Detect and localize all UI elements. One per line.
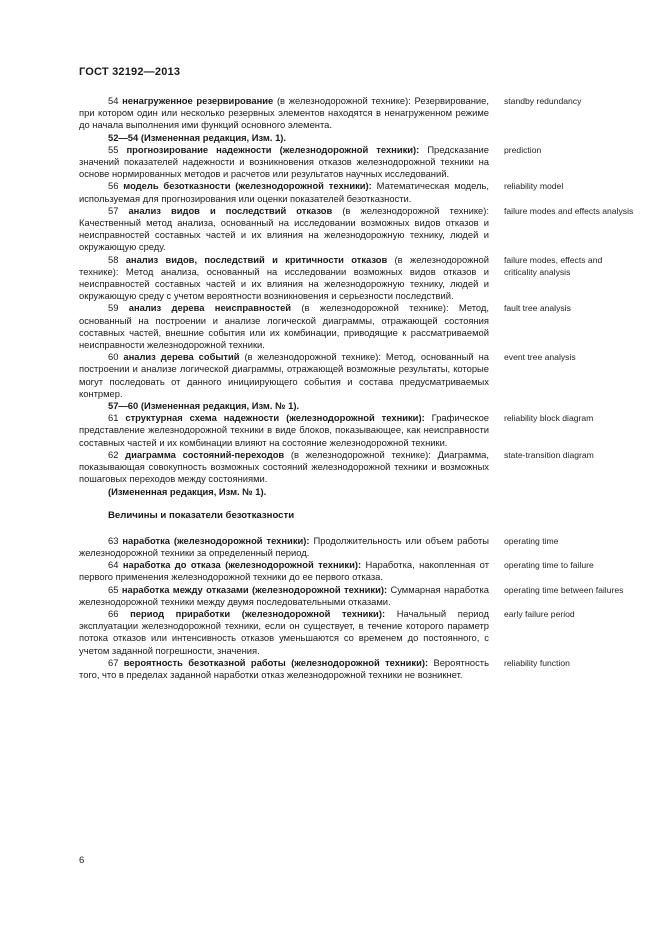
term-entry	[79, 254, 649, 303]
term-text: (в железнодорожной технике): Качественный метод анализа, основанный на исследовании возможных видов отказов и неисправностей составных частей и их влияния на железнодорожную технику, людей и окружающую среду.	[79, 204, 489, 253]
term-definition-ru	[79, 302, 489, 351]
term-text: (в железнодорожной технике): Метод, основанный на построении и анализе логической диаграммы, отражающей возможные результаты, которые могут последовать от данного инициирующего события и состава предусматриваемых контрмер.	[79, 351, 489, 399]
term-name: наработка (железнодорожной техники):	[122, 534, 310, 546]
term-english: event tree analysis	[504, 352, 576, 363]
term-definition-ru	[79, 535, 489, 559]
term-definition-ru	[79, 657, 489, 681]
term-english: prediction	[504, 144, 542, 155]
term-number: 59	[108, 302, 129, 314]
term-group	[79, 535, 649, 681]
term-english: operating time between failures	[504, 584, 624, 595]
amendment-note: 52—54 (Измененная редакция, Изм. 1).	[108, 131, 287, 143]
term-text: (в железнодорожной технике): Диаграмма, показывающая совокупность возможных состояний железнодорожной техники и возможных пошаговых переходов между состояниями.	[79, 448, 489, 485]
term-number: 57	[108, 204, 129, 216]
term-definition-ru	[79, 180, 489, 204]
term-text: Предсказание значений показателей надежности и возникновения отказов железнодорожной техники на основе нормированных методов и расчетов или результатов научных исследований.	[79, 143, 489, 180]
term-entry	[79, 535, 649, 559]
term-number: 66	[108, 607, 131, 619]
term-name: анализ видов и последствий отказов	[128, 204, 333, 216]
term-number: 67	[108, 656, 124, 668]
term-definition-ru	[79, 584, 489, 608]
term-english: reliability model	[504, 181, 564, 192]
term-name: вероятность безотказной работы (железнодорожной техники):	[123, 656, 429, 668]
term-english: reliability function	[504, 657, 570, 668]
term-english: operating time	[504, 535, 559, 546]
term-definition-ru	[79, 144, 489, 181]
term-entry	[79, 559, 649, 583]
term-text: Наработка, накопленная от первого применения железнодорожной техники до ее первого отказа.	[79, 559, 489, 583]
term-definition-ru	[79, 412, 489, 449]
term-number: 63	[108, 534, 123, 546]
term-definition-ru	[79, 95, 489, 132]
term-number: 54	[108, 95, 123, 106]
term-name: анализ видов, последствий и критичности отказов	[125, 253, 388, 265]
term-group	[79, 95, 649, 132]
term-text: Суммарная наработка железнодорожной техники между двумя последовательными отказами.	[79, 583, 489, 607]
term-number: 65	[108, 583, 122, 595]
term-group	[79, 412, 649, 485]
term-english: state-transition diagram	[504, 449, 594, 460]
term-name: анализ дерева событий	[123, 351, 240, 363]
term-text: Начальный период эксплуатации железнодорожной техники, если он существует, в течение которого параметр потока отказов или интенсивность отказов уменьшаются со временем до постоянного, с учетом заданной погрешности, значения.	[79, 607, 489, 656]
term-name: диаграмма состояний-переходов	[125, 448, 285, 460]
term-english: standby redundancy	[504, 96, 582, 106]
term-text: (в железнодорожной технике): Резервирование, при котором один или несколько резервных элементов находятся в ненагруженном режиме до начала выполнения ими функций основного элемента.	[79, 95, 489, 131]
document-body	[79, 95, 649, 681]
term-text: Математическая модель, используемая для прогнозирования или оценки показателей безотказности.	[79, 180, 489, 204]
term-english: operating time to failure	[504, 560, 594, 571]
term-name: наработка до отказа (железнодорожной техники):	[122, 559, 362, 571]
term-number: 60	[108, 351, 124, 363]
term-english: fault tree analysis	[504, 303, 571, 314]
term-definition-ru	[79, 449, 489, 486]
term-entry	[79, 302, 649, 351]
term-entry	[79, 180, 649, 204]
term-entry	[79, 657, 649, 681]
page-number: 6	[79, 855, 85, 866]
term-entry	[79, 412, 649, 449]
term-name: период приработки (железнодорожной техники):	[130, 607, 386, 619]
term-text: (в железнодорожной технике): Метод анализа, основанный на исследовании возможных видов отказов и неисправностей составных частей и их влияния на железнодорожную технику, людей и окружающую среду с учетом вероятности возникновения и серьезности последствий.	[79, 253, 489, 302]
section-heading: Величины и показатели безотказности	[108, 509, 295, 521]
term-number: 56	[108, 180, 124, 192]
term-group	[79, 144, 649, 400]
term-entry	[79, 95, 649, 132]
term-name: прогнозирование надежности (железнодорожной техники):	[126, 143, 420, 155]
term-number: 64	[108, 559, 123, 571]
term-number: 61	[108, 412, 126, 424]
term-english: reliability block diagram	[504, 413, 594, 424]
term-entry	[79, 584, 649, 608]
term-text: Вероятность того, что в пределах заданной наработки отказ железнодорожной техники не возникнет.	[79, 656, 489, 680]
term-entry	[79, 351, 649, 400]
term-text: (в железнодорожной технике): Метод, основанный на построении и анализе логической диаграммы, отражающей состояния составных частей, внешние события или их комбинации, приводящие к рассматриваемой неисправности железнодорожной техники.	[79, 302, 489, 351]
amendment-note: 57—60 (Измененная редакция, Изм. № 1).	[108, 400, 300, 412]
term-name: наработка между отказами (железнодорожной техники):	[121, 583, 388, 595]
term-name: структурная схема надежности (железнодорожной техники):	[125, 412, 425, 424]
term-number: 55	[108, 143, 127, 155]
term-text: Графическое представление железнодорожной техники в виде блоков, показывающее, как неисправности составных частей и их комбинации влияют на состояние железнодорожной техники.	[79, 412, 489, 448]
document-header: ГОСТ 32192—2013	[79, 66, 181, 78]
term-entry	[79, 608, 649, 657]
term-entry	[79, 449, 649, 486]
term-name: модель безотказности (железнодорожной техники):	[123, 180, 372, 192]
term-english: failure modes, effects and criticality analysis	[504, 254, 603, 277]
term-definition-ru	[79, 254, 489, 303]
term-definition-ru	[79, 559, 489, 583]
term-definition-ru	[79, 351, 489, 400]
term-number: 62	[108, 448, 126, 460]
term-english: early failure period	[504, 608, 575, 619]
amendment-note: (Измененная редакция, Изм. № 1).	[108, 485, 267, 497]
term-name: анализ дерева неисправностей	[128, 302, 292, 314]
term-entry	[79, 205, 649, 254]
term-text: Продолжительность или объем работы железнодорожной техники за определенный период.	[79, 534, 489, 558]
term-entry	[79, 144, 649, 181]
term-definition-ru	[79, 608, 489, 657]
term-name: ненагруженное резервирование	[122, 95, 274, 106]
term-number: 58	[108, 253, 126, 265]
term-english: failure modes and effects analysis	[504, 205, 634, 216]
term-definition-ru	[79, 205, 489, 254]
